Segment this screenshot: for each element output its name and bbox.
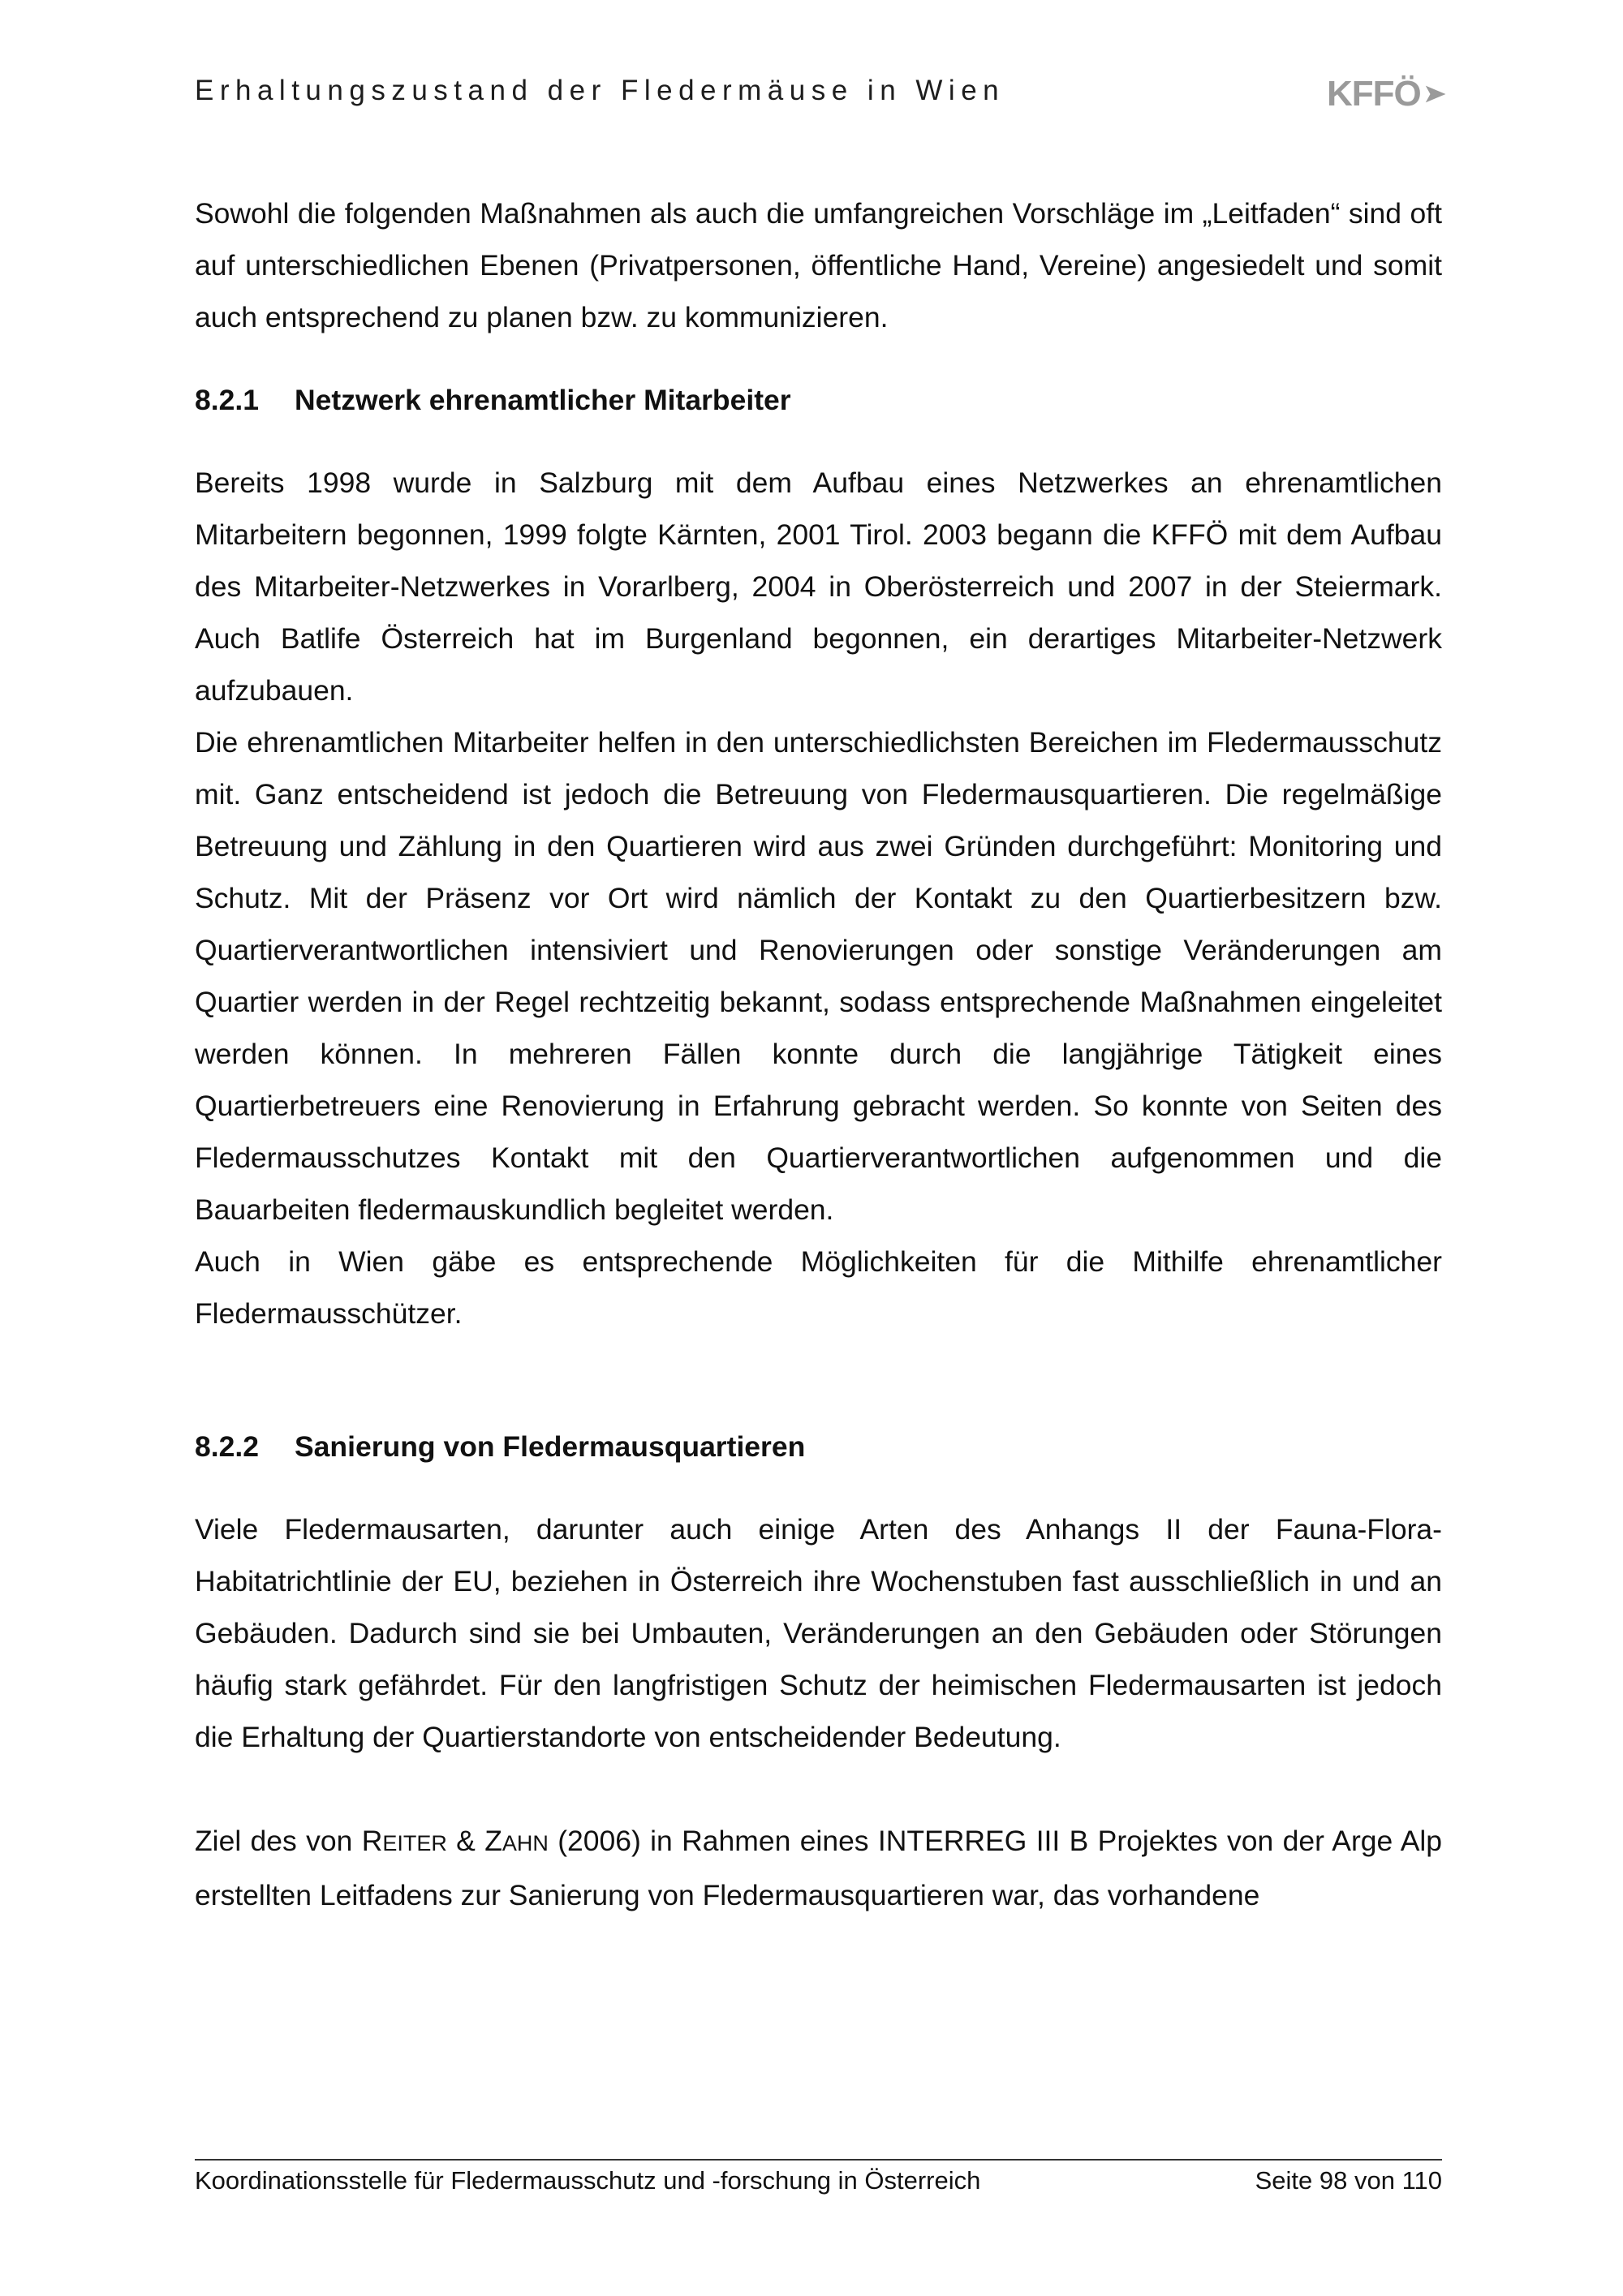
section-title: Sanierung von Fledermausquartieren [295, 1430, 806, 1463]
paragraph: Die ehrenamtlichen Mitarbeiter helfen in den unterschiedlichsten Bereichen im Fledermausschutz mit. Ganz entscheidend ist jedoch die Betreuung von Fledermausquartieren. Die regelmäßige Betreuung und Zählung in den Quartieren wird aus zwei Gründen durchgeführt: Monitoring und Schutz. Mit der Präsenz vor Ort wird nämlich der Kontakt zu den Quartierbesitzern bzw. Quartierverantwortlichen intensiviert und Renovierungen oder sonstige Veränderungen am Quartier werden in der Regel rechtzeitig bekannt, sodass entsprechende Maßnahmen eingeleitet werden können. In mehreren Fällen konnte durch die langjährige Tätigkeit eines Quartierbetreuers eine Renovierung in Erfahrung gebracht werden. So konnte von Seiten des Fledermausschutzes Kontakt mit den Quartierverantwortlichen aufgenommen und die Bauarbeiten fledermauskundlich begleitet werden. [195, 726, 1442, 1226]
paragraph: Auch in Wien gäbe es entsprechende Möglichkeiten für die Mithilfe ehrenamtlicher Fledermausschützer. [195, 1245, 1442, 1330]
author-smallcaps: AHN [502, 1831, 549, 1855]
kffo-logo [1327, 71, 1449, 117]
paragraph: Bereits 1998 wurde in Salzburg mit dem Aufbau eines Netzwerkes an ehrenamtlichen Mitarbeitern begonnen, 1999 folgte Kärnten, 2001 Tirol. 2003 begann die KFFÖ mit dem Aufbau des Mitarbeiter-Netzwerkes in Vorarlberg, 2004 in Oberösterreich und 2007 in der Steiermark. Auch Batlife Österreich hat im Burgenland begonnen, ein derartiges Mitarbeiter-Netzwerk aufzubauen. [195, 467, 1442, 707]
section-heading-8-2-2 [195, 1421, 1442, 1473]
page-footer [195, 2165, 1442, 2197]
footer-organization: Koordinationsstelle für Fledermausschutz und -forschung in Österreich [195, 2166, 981, 2195]
author-initial: Z [484, 1825, 502, 1857]
text: & [446, 1825, 485, 1857]
intro-paragraph: Sowohl die folgenden Maßnahmen als auch die umfangreichen Vorschläge im „Leitfaden“ sind oft auf unterschiedlichen Ebenen (Privatpersonen, öffentliche Hand, Vereine) angesiedelt und somit auch entsprechend zu planen bzw. zu kommunizieren. [195, 197, 1442, 333]
author-initial: R [361, 1825, 383, 1857]
page-body [195, 187, 1442, 1921]
section-heading-8-2-1 [195, 374, 1442, 426]
section-number: 8.2.2 [195, 1430, 259, 1463]
bat-logo-icon [1423, 80, 1449, 108]
footer-divider [195, 2159, 1442, 2161]
paragraph-citation [195, 1815, 1442, 1921]
section-title: Netzwerk ehrenamtlicher Mitarbeiter [295, 384, 791, 416]
paragraph: Viele Fledermausarten, darunter auch einige Arten des Anhangs II der Fauna-Flora-Habitatrichtlinie der EU, beziehen in Österreich ihre Wochenstuben fast ausschließlich in und an Gebäuden. Dadurch sind sie bei Umbauten, Veränderungen an den Gebäuden oder Störungen häufig stark gefährdet. Für den langfristigen Schutz der heimischen Fledermausarten ist jedoch die Erhaltung der Quartierstandorte von entscheidender Bedeutung. [195, 1513, 1442, 1753]
text: Ziel des von [195, 1825, 362, 1857]
author-smallcaps: EITER [382, 1831, 447, 1855]
text: (2006) in Rahmen eines INTERREG III B Projektes von der Arge Alp erstellten Leitfadens zur Sanierung von Fledermausquartieren war, das vorhandene [195, 1825, 1442, 1911]
logo-text: KFFÖ [1327, 74, 1421, 114]
running-header-title: Erhaltungszustand der Fledermäuse in Wien [195, 75, 1005, 106]
page-number: Seite 98 von 110 [1255, 2166, 1442, 2195]
section-number: 8.2.1 [195, 384, 259, 416]
